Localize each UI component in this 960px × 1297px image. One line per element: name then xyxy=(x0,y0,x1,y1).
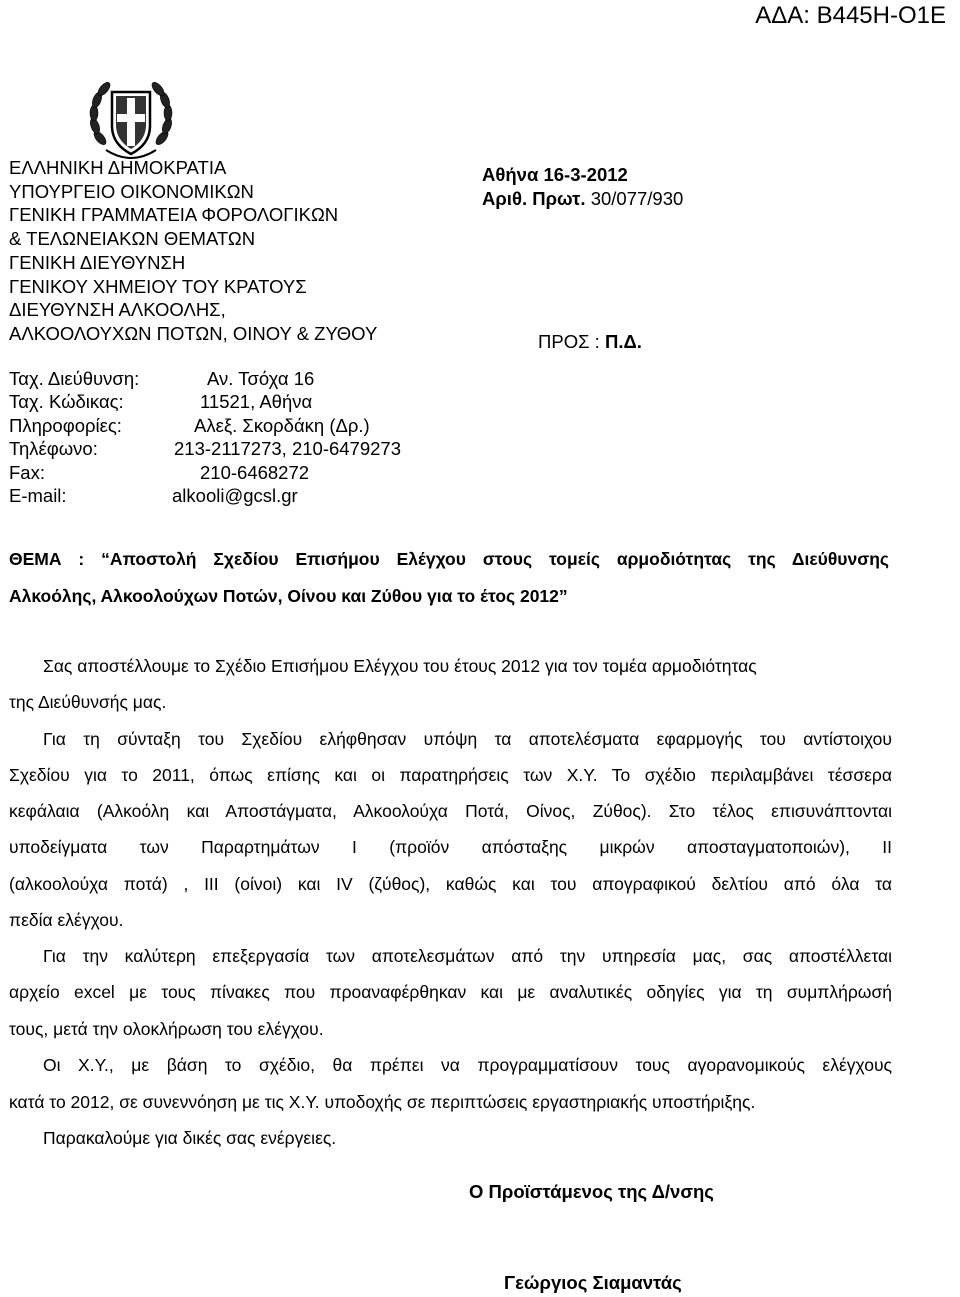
paragraph-line: πεδία ελέγχου. xyxy=(9,910,124,930)
contact-value: 210-6468272 xyxy=(200,461,310,483)
paragraph-line: αρχείο excel με τους πίνακες που προαναφέρθηκαν και με αναλυτικές οδηγίες για τη συμπλήρωσή xyxy=(9,982,892,1002)
paragraph-line: Σας αποστέλλουμε το Σχέδιο Επισήμου Ελέγχου του έτους 2012 για τον τομέα αρμοδιότητας xyxy=(43,656,757,676)
closing-line: Παρακαλούμε για δικές σας ενέργειες. xyxy=(43,1128,337,1148)
contact-label: Ταχ. Διεύθυνση: xyxy=(9,368,140,389)
recipient-label: ΠΡΟΣ : xyxy=(538,331,605,352)
paragraph-line: της Διεύθυνσής μας. xyxy=(9,692,167,712)
protocol-label: Αριθ. Πρωτ. xyxy=(482,188,591,209)
header-line: ΓΕΝΙΚΗ ΓΡΑΜΜΑΤΕΙΑ ΦΟΡΟΛΟΓΙΚΩΝ xyxy=(9,204,339,226)
contact-value: 213-2117273, 210-6479273 xyxy=(174,438,402,460)
paragraph-line: Οι Χ.Υ., με βάση το σχέδιο, θα πρέπει να προγραμματίσουν τους αγορανομικούς ελέγχους xyxy=(43,1055,892,1075)
contact-value: alkooli@gcsl.gr xyxy=(172,484,298,506)
document-date: Αθήνα 16-3-2012 xyxy=(482,164,628,185)
contact-value: 11521, Αθήνα xyxy=(200,391,313,413)
header-line: & ΤΕΛΩΝΕΙΑΚΩΝ ΘΕΜΑΤΩΝ xyxy=(9,228,256,250)
contact-label: E-mail: xyxy=(9,484,67,506)
subject-line: ΘΕΜΑ : “Αποστολή Σχεδίου Επισήμου Ελέγχου στους τομείς αρμοδιότητας της Διεύθυνσης xyxy=(9,549,889,569)
contact-value: Αν. Τσόχα 16 xyxy=(207,368,315,389)
contact-label: Πληροφορίες: xyxy=(9,414,122,436)
ada-code: ΑΔΑ: Β445Η-Ο1Ε xyxy=(755,2,946,29)
paragraph-line: κεφάλαια (Αλκοόλη και Αποστάγματα, Αλκοολούχα Ποτά, Οίνος, Ζύθος). Στο τέλος επισυνάπτονται xyxy=(9,801,892,821)
header-line: ΓΕΝΙΚΗ ΔΙΕΥΘΥΝΣΗ xyxy=(9,251,186,273)
issuing-authority-header xyxy=(9,156,377,346)
paragraph-line: Σχεδίου για το 2011, όπως επίσης και οι παρατηρήσεις των Χ.Υ. Το σχέδιο περιλαμβάνει τέσσερα xyxy=(9,765,892,785)
paragraph-line: υποδείγματα των Παραρτημάτων Ι (προϊόν απόσταξης μικρών αποσταγματοποιών), ΙΙ xyxy=(9,837,892,857)
paragraph-line: (αλκοολούχα ποτά) , ΙΙΙ (οίνοι) και ΙV (ζύθος), καθώς και του απογραφικού δελτίου από όλα τα xyxy=(9,874,892,894)
recipient-value: Π.Δ. xyxy=(604,331,642,352)
recipient-block xyxy=(538,331,642,353)
header-line: ΔΙΕΥΘΥΝΣΗ ΑΛΚΟΟΛΗΣ, xyxy=(9,299,226,321)
contact-value: Αλεξ. Σκορδάκη (Δρ.) xyxy=(194,414,370,436)
header-line: ΕΛΛΗΝΙΚΗ ΔΗΜΟΚΡΑΤΙΑ xyxy=(9,157,227,178)
greek-coat-of-arms-emblem xyxy=(86,76,176,166)
contact-label: Τηλέφωνο: xyxy=(9,438,98,460)
paragraph-line: τους, μετά την ολοκλήρωση του ελέγχου. xyxy=(9,1019,324,1039)
signatory-name: Γεώργιος Σιαμαντάς xyxy=(504,1272,682,1293)
signatory-title: Ο Προϊστάμενος της Δ/νσης xyxy=(469,1181,714,1202)
protocol-number-line xyxy=(482,187,683,211)
header-line: ΥΠΟΥΡΓΕΙΟ ΟΙΚΟΝΟΜΙΚΩΝ xyxy=(9,180,254,202)
contact-label: Ταχ. Κώδικας: xyxy=(9,391,124,413)
contact-label: Fax: xyxy=(9,461,45,483)
paragraph-line: Για τη σύνταξη του Σχεδίου ελήφθησαν υπόψη τα αποτελέσματα εφαρμογής του αντίστοιχου xyxy=(43,729,892,749)
protocol-number: 30/077/930 xyxy=(590,188,684,209)
paragraph-line: Για την καλύτερη επεξεργασία των αποτελεσμάτων από την υπηρεσία μας, σας αποστέλλεται xyxy=(43,946,892,966)
paragraph-line: κατά το 2012, σε συνεννόηση με τις Χ.Υ. υποδοχής σε περιπτώσεις εργαστηριακής υποστήριξης. xyxy=(9,1092,756,1112)
header-line: ΓΕΝΙΚΟΥ ΧΗΜΕΙΟΥ ΤΟΥ ΚΡΑΤΟΥΣ xyxy=(9,275,307,297)
header-line: ΑΛΚΟΟΛΟΥΧΩΝ ΠΟΤΩΝ, ΟΙΝΟΥ & ΖΥΘΟΥ xyxy=(9,322,378,344)
date-reference-block xyxy=(482,163,683,211)
subject-line: Αλκοόλης, Αλκοολούχων Ποτών, Οίνου και Ζύθου για το έτος 2012” xyxy=(9,586,568,606)
